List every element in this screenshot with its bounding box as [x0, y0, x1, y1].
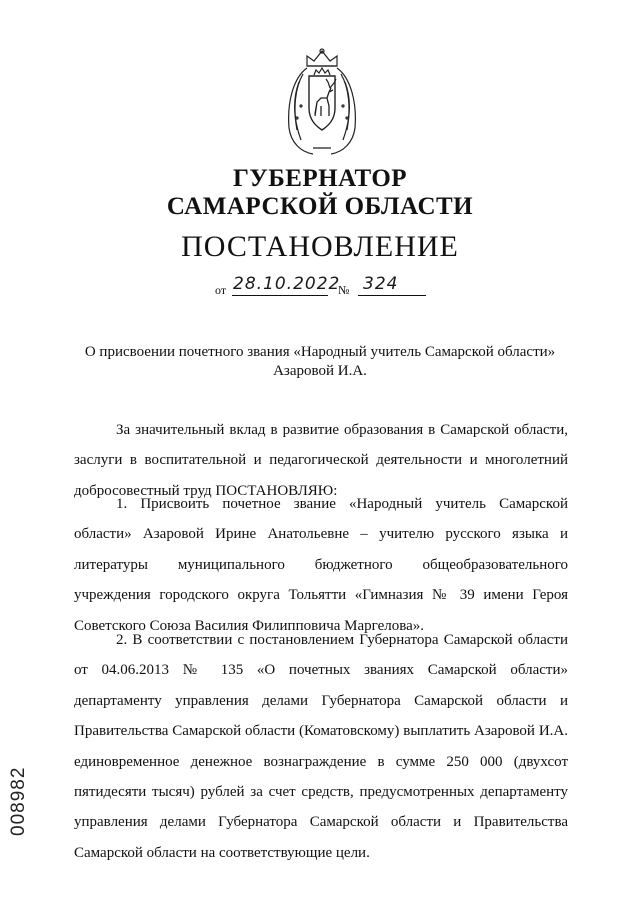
issuer-title-line2: САМАРСКОЙ ОБЛАСТИ [166, 193, 474, 220]
date-underline [232, 295, 328, 296]
registration-number: 008982 [8, 766, 29, 836]
issuer-title-line1: ГУБЕРНАТОР [232, 165, 408, 192]
clause-2-paragraph: 2. В соответствии с постановлением Губернатора Самарской области от 04.06.2013 № 135 «О почетных званиях Самарской области» департаменту управления делами Губернатора Самарской области и Правительства Самарской области (Коматовскому) выплатить Азаровой И.А. единовременное денежное вознаграждение в сумме 250 000 (двухсот пятидесяти тысяч) рублей за счет средств, предусмотренных департаменту управления делами Губернатора Самарской области и Правительства Самарской области на соответствующие цели. [74, 632, 568, 861]
date-label: от [215, 283, 227, 297]
date-number-line [215, 276, 445, 298]
subject-line2: Азаровой И.А. [273, 363, 367, 379]
clause-1-paragraph: 1. Присвоить почетное звание «Народный учитель Самарской области» Азаровой Ирине Анатольевне – учителю русского языка и литературы муниципального бюджетного общеобразовательного учреждения городского округа Тольятти «Гимназия № 39 имени Героя Советского Союза Василия Филипповича Маргелова». [74, 496, 568, 634]
samara-coat-of-arms-icon [283, 48, 361, 156]
number-underline [358, 295, 426, 296]
subject-line1: О присвоении почетного звания «Народный учитель Самарской области» [84, 344, 556, 360]
preamble-paragraph: За значительный вклад в развитие образования в Самарской области, заслуги в воспитательной и педагогической деятельности и многолетний добросовестный труд ПОСТАНОВЛЯЮ: [74, 422, 568, 499]
document-type: ПОСТАНОВЛЕНИЕ [181, 230, 459, 263]
number-value: 324 [363, 274, 399, 294]
date-value: 28.10.2022 [233, 274, 341, 294]
number-label: № [338, 283, 350, 297]
